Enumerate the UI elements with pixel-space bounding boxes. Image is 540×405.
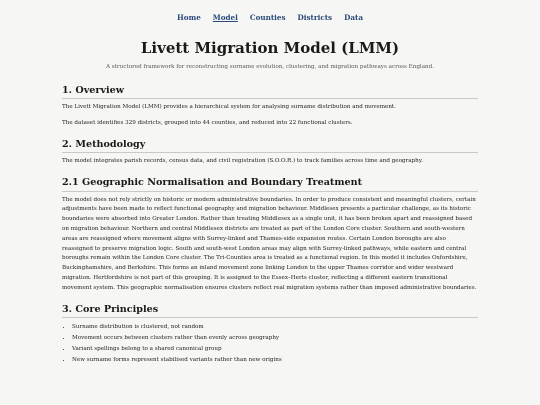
nav-districts-link[interactable]: Districts xyxy=(297,13,333,22)
list-item: • Movement occurs between clusters rather than evenly across geography xyxy=(72,333,478,344)
core-principles-list xyxy=(62,322,478,366)
nav-home-link[interactable]: Home xyxy=(177,13,201,22)
overview-heading: 1. Overview xyxy=(62,85,478,100)
nav-data-link[interactable]: Data xyxy=(344,13,363,22)
overview-paragraph-2: The dataset identifies 329 districts, grouped into 44 counties, and reduced into 22 functional clusters. xyxy=(62,120,353,127)
main-content xyxy=(62,36,478,376)
top-nav xyxy=(0,0,540,29)
geographic-normalisation-paragraph: The model does not rely strictly on historic or modern administrative boundaries. In order to produce consistent and meaningful clusters, certain adjustments have been made to reflect functional geography and migration behaviour. Middlesex presents a particular challenge, as its historic boundaries were absorbed into Greater London. Rather than treating Middlesex as a single unit, it has been broken apart and reassigned based on migration behaviour. Northern and central Middlesex districts are treated as part of the London Core cluster. Southern and south-western areas are reassigned where movement aligns with Surrey-linked and Thames-side expansion routes. Certain London boroughs are also reassigned to preserve migration logic. South and south-west London areas may align with Surrey-linked pathways, while eastern and central boroughs remain within the London Core cluster. The Tri-Counties area is treated as a functional region. In this model it includes Oxfordshire, Buckinghamshire, and Berkshire. This forms an inland movement zone linking London to the upper Thames corridor and wider westward migration. Hertfordshire is not part of this grouping. It is assigned to the Essex–Herts cluster, reflecting a different eastern transitional movement system. This geographic normalisation ensures clusters reflect real migration systems rather than imposed administrative boundaries. xyxy=(62,196,477,291)
geographic-normalisation-section xyxy=(62,177,478,293)
page-subtitle: A structured framework for reconstructing surname evolution, clustering, and migration pathways across England. xyxy=(105,64,434,70)
overview-section xyxy=(62,85,478,129)
page-title: Livett Migration Model (LMM) xyxy=(140,39,400,57)
geographic-normalisation-heading: 2.1 Geographic Normalisation and Boundary Treatment xyxy=(62,177,478,192)
methodology-section xyxy=(62,139,478,167)
list-item: • New surname forms represent stabilised variants rather than new origins xyxy=(72,355,478,366)
core-principles-heading: 3. Core Principles xyxy=(62,304,478,319)
core-principles-section xyxy=(62,304,478,367)
overview-paragraph-1: The Livett Migration Model (LMM) provides a hierarchical system for analysing surname distribution and movement. xyxy=(62,104,396,111)
methodology-heading: 2. Methodology xyxy=(62,139,478,154)
nav-counties-link[interactable]: Counties xyxy=(249,13,286,22)
list-item: • Variant spellings belong to a shared canonical group xyxy=(72,344,478,355)
nav-model-link[interactable]: Model xyxy=(212,13,238,22)
methodology-paragraph: The model integrates parish records, census data, and civil registration (S.O.O.R.) to track families across time and geography. xyxy=(62,158,423,165)
list-item: • Surname distribution is clustered, not random xyxy=(72,322,478,333)
